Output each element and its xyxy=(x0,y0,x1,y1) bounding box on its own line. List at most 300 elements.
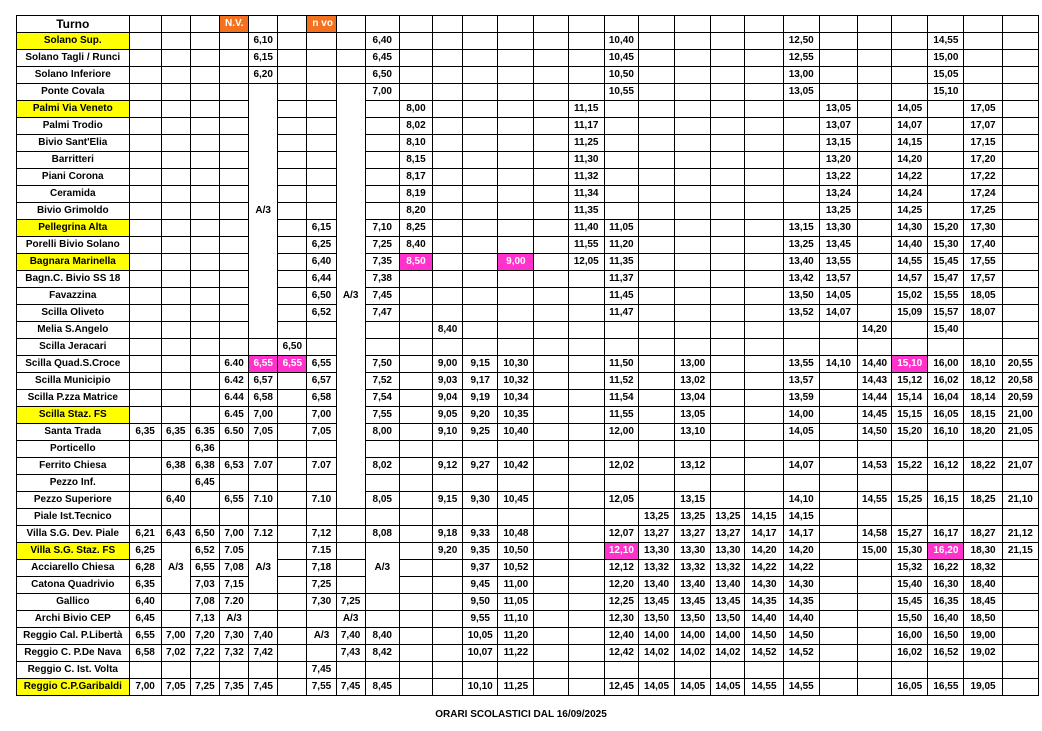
time-cell: 15,47 xyxy=(928,271,964,288)
time-cell: 14,35 xyxy=(783,594,819,611)
time-cell: 12,00 xyxy=(604,424,638,441)
time-cell: 7,00 xyxy=(219,526,248,543)
time-cell: 10,40 xyxy=(498,424,534,441)
time-cell: 9,10 xyxy=(433,424,463,441)
time-cell: 19,05 xyxy=(964,679,1002,696)
time-cell xyxy=(161,169,190,186)
time-cell xyxy=(161,186,190,203)
time-cell xyxy=(604,203,638,220)
time-cell: 16,20 xyxy=(928,543,964,560)
time-cell xyxy=(278,611,307,628)
time-cell xyxy=(278,322,307,339)
time-cell: 13,27 xyxy=(638,526,674,543)
time-cell xyxy=(219,322,248,339)
time-cell: 7,45 xyxy=(365,288,399,305)
time-cell xyxy=(638,424,674,441)
time-cell: 17,24 xyxy=(964,186,1002,203)
time-cell xyxy=(190,492,219,509)
time-cell xyxy=(534,390,568,407)
time-cell xyxy=(745,203,783,220)
time-cell xyxy=(638,373,674,390)
time-cell xyxy=(307,441,336,458)
time-cell xyxy=(399,373,432,390)
time-cell xyxy=(675,254,711,271)
time-cell xyxy=(638,220,674,237)
time-cell: 16,10 xyxy=(928,424,964,441)
time-cell: 9,25 xyxy=(463,424,498,441)
stop-name: Favazzina xyxy=(17,288,130,305)
time-cell: 10,50 xyxy=(604,67,638,84)
time-cell xyxy=(161,407,190,424)
time-cell: 12,10 xyxy=(604,543,638,560)
stop-name: Catona Quadrivio xyxy=(17,577,130,594)
time-cell xyxy=(161,237,190,254)
header-cell xyxy=(819,16,857,33)
time-cell xyxy=(219,203,248,220)
time-cell xyxy=(399,577,432,594)
time-cell: 13,57 xyxy=(819,271,857,288)
time-cell: 14,05 xyxy=(638,679,674,696)
time-cell: 6,55 xyxy=(219,492,248,509)
time-cell xyxy=(278,407,307,424)
header-cell xyxy=(161,16,190,33)
time-cell xyxy=(219,135,248,152)
time-cell xyxy=(129,186,161,203)
table-row xyxy=(17,526,1039,543)
time-cell xyxy=(745,33,783,50)
time-cell xyxy=(463,50,498,67)
time-cell xyxy=(463,441,498,458)
time-cell: 13,40 xyxy=(783,254,819,271)
time-cell: 16,55 xyxy=(928,679,964,696)
time-cell xyxy=(249,662,278,679)
time-cell xyxy=(675,322,711,339)
time-cell: 17,05 xyxy=(964,101,1002,118)
time-cell xyxy=(161,135,190,152)
time-cell xyxy=(604,339,638,356)
time-cell xyxy=(857,118,891,135)
time-cell: 14,20 xyxy=(892,152,928,169)
time-cell: 10,45 xyxy=(498,492,534,509)
time-cell xyxy=(1002,509,1038,526)
time-cell: 7,45 xyxy=(336,679,365,696)
time-cell: 13,55 xyxy=(783,356,819,373)
time-cell xyxy=(161,254,190,271)
time-cell xyxy=(928,662,964,679)
stop-name: Porelli Bivio Solano xyxy=(17,237,130,254)
route-note-cell: A/3 xyxy=(249,543,278,594)
time-cell: 16,00 xyxy=(928,356,964,373)
time-cell: 13,07 xyxy=(819,118,857,135)
time-cell: 6.40 xyxy=(219,356,248,373)
time-cell: 13,45 xyxy=(675,594,711,611)
time-cell xyxy=(783,203,819,220)
time-cell: 6,43 xyxy=(161,526,190,543)
time-cell xyxy=(1002,271,1038,288)
time-cell xyxy=(819,50,857,67)
time-cell xyxy=(857,560,891,577)
time-cell: 13,45 xyxy=(638,594,674,611)
time-cell xyxy=(711,135,745,152)
stop-name: Pezzo Inf. xyxy=(17,475,130,492)
time-cell xyxy=(857,152,891,169)
time-cell xyxy=(745,237,783,254)
time-cell xyxy=(638,356,674,373)
time-cell: 8,02 xyxy=(365,458,399,475)
time-cell: 7.20 xyxy=(219,594,248,611)
time-cell xyxy=(399,645,432,662)
time-cell: 6,53 xyxy=(219,458,248,475)
time-cell xyxy=(857,203,891,220)
time-cell xyxy=(675,186,711,203)
time-cell: 8,40 xyxy=(433,322,463,339)
time-cell xyxy=(928,118,964,135)
time-cell: 7,08 xyxy=(219,560,248,577)
time-cell xyxy=(278,254,307,271)
time-cell: 18,05 xyxy=(964,288,1002,305)
time-cell xyxy=(711,169,745,186)
time-cell: 7,45 xyxy=(307,662,336,679)
time-cell xyxy=(190,356,219,373)
time-cell xyxy=(433,560,463,577)
time-cell xyxy=(745,288,783,305)
time-cell: 18,45 xyxy=(964,594,1002,611)
time-cell: 13,00 xyxy=(675,356,711,373)
time-cell xyxy=(399,662,432,679)
time-cell: 17,57 xyxy=(964,271,1002,288)
time-cell xyxy=(928,135,964,152)
time-cell xyxy=(433,594,463,611)
time-cell xyxy=(307,101,336,118)
time-cell: 14,24 xyxy=(892,186,928,203)
time-cell: 14,50 xyxy=(745,628,783,645)
route-note-cell: A/3 xyxy=(249,84,278,339)
stop-name: Reggio C. P.De Nava xyxy=(17,645,130,662)
time-cell: 14,17 xyxy=(783,526,819,543)
time-cell xyxy=(534,305,568,322)
time-cell: 11,40 xyxy=(568,220,604,237)
time-cell: 18,30 xyxy=(964,543,1002,560)
time-cell xyxy=(129,33,161,50)
time-cell: 15,45 xyxy=(928,254,964,271)
time-cell xyxy=(278,203,307,220)
time-cell xyxy=(498,118,534,135)
time-cell xyxy=(129,203,161,220)
time-cell: 16,30 xyxy=(928,577,964,594)
time-cell xyxy=(892,33,928,50)
time-cell xyxy=(278,441,307,458)
time-cell xyxy=(928,339,964,356)
time-cell: 14,00 xyxy=(675,628,711,645)
time-cell xyxy=(399,339,432,356)
time-cell xyxy=(568,322,604,339)
time-cell xyxy=(161,390,190,407)
time-cell xyxy=(675,237,711,254)
time-cell: 10,48 xyxy=(498,526,534,543)
table-row xyxy=(17,390,1039,407)
time-cell: 8,50 xyxy=(399,254,432,271)
time-cell: 12,55 xyxy=(783,50,819,67)
time-cell xyxy=(711,67,745,84)
time-cell xyxy=(638,390,674,407)
time-cell xyxy=(568,356,604,373)
time-cell xyxy=(964,322,1002,339)
time-cell xyxy=(433,475,463,492)
time-cell: 6,57 xyxy=(249,373,278,390)
table-row xyxy=(17,509,1039,526)
time-cell: 13,32 xyxy=(711,560,745,577)
time-cell xyxy=(463,135,498,152)
time-cell xyxy=(190,237,219,254)
time-cell xyxy=(638,305,674,322)
time-cell: 17,25 xyxy=(964,203,1002,220)
time-cell xyxy=(534,662,568,679)
time-cell xyxy=(675,152,711,169)
time-cell xyxy=(783,152,819,169)
time-cell xyxy=(433,118,463,135)
time-cell xyxy=(857,50,891,67)
time-cell xyxy=(819,424,857,441)
time-cell xyxy=(783,135,819,152)
time-cell xyxy=(365,152,399,169)
time-cell xyxy=(1002,152,1038,169)
time-cell xyxy=(365,509,399,526)
time-cell xyxy=(161,118,190,135)
time-cell: 18,10 xyxy=(964,356,1002,373)
table-row xyxy=(17,475,1039,492)
time-cell: 10,50 xyxy=(498,543,534,560)
time-cell: 11,20 xyxy=(498,628,534,645)
time-cell: 11,05 xyxy=(604,220,638,237)
time-cell: 17,15 xyxy=(964,135,1002,152)
time-cell xyxy=(819,543,857,560)
time-cell xyxy=(534,526,568,543)
time-cell xyxy=(498,186,534,203)
time-cell xyxy=(534,594,568,611)
time-cell: 9,45 xyxy=(463,577,498,594)
time-cell: 6,50 xyxy=(190,526,219,543)
time-cell: 18,27 xyxy=(964,526,1002,543)
time-cell xyxy=(129,254,161,271)
time-cell: 7,13 xyxy=(190,611,219,628)
time-cell xyxy=(857,628,891,645)
time-cell xyxy=(1002,118,1038,135)
time-cell xyxy=(857,577,891,594)
time-cell xyxy=(219,254,248,271)
time-cell: 7,25 xyxy=(336,594,365,611)
time-cell: 6,55 xyxy=(278,356,307,373)
time-cell xyxy=(219,305,248,322)
time-cell xyxy=(278,118,307,135)
table-row xyxy=(17,339,1039,356)
time-cell xyxy=(819,458,857,475)
time-cell: 6,38 xyxy=(161,458,190,475)
time-cell: 6,28 xyxy=(129,560,161,577)
time-cell xyxy=(161,67,190,84)
table-row xyxy=(17,84,1039,101)
time-cell: 6,52 xyxy=(307,305,336,322)
time-cell: 15,15 xyxy=(892,407,928,424)
time-cell: 14,15 xyxy=(783,509,819,526)
time-cell xyxy=(819,492,857,509)
time-cell: 15,20 xyxy=(928,220,964,237)
time-cell xyxy=(1002,237,1038,254)
time-cell: 6,21 xyxy=(129,526,161,543)
time-cell xyxy=(892,662,928,679)
table-row xyxy=(17,152,1039,169)
time-cell: 14,17 xyxy=(745,526,783,543)
time-cell xyxy=(534,237,568,254)
time-cell: 12,45 xyxy=(604,679,638,696)
time-cell xyxy=(498,169,534,186)
time-cell xyxy=(219,33,248,50)
time-cell xyxy=(498,67,534,84)
time-cell: 7,30 xyxy=(307,594,336,611)
time-cell xyxy=(638,458,674,475)
time-cell xyxy=(819,475,857,492)
time-cell: 9,30 xyxy=(463,492,498,509)
time-cell: 13,00 xyxy=(783,67,819,84)
time-cell: 9,19 xyxy=(463,390,498,407)
time-cell xyxy=(892,475,928,492)
time-cell: 7,35 xyxy=(219,679,248,696)
time-cell xyxy=(534,492,568,509)
time-cell xyxy=(857,135,891,152)
time-cell: 7,42 xyxy=(249,645,278,662)
time-cell: 19,02 xyxy=(964,645,1002,662)
time-cell xyxy=(964,339,1002,356)
time-cell xyxy=(190,305,219,322)
time-cell xyxy=(857,662,891,679)
time-cell: 13,45 xyxy=(819,237,857,254)
time-cell: 7,00 xyxy=(365,84,399,101)
time-cell: 16,35 xyxy=(928,594,964,611)
time-cell xyxy=(365,662,399,679)
time-cell xyxy=(433,679,463,696)
time-cell xyxy=(675,67,711,84)
time-cell: 13,50 xyxy=(783,288,819,305)
time-cell: 6,52 xyxy=(190,543,219,560)
time-cell xyxy=(711,33,745,50)
time-cell xyxy=(463,271,498,288)
table-row xyxy=(17,220,1039,237)
time-cell xyxy=(278,458,307,475)
time-cell xyxy=(964,84,1002,101)
time-cell xyxy=(534,356,568,373)
time-cell xyxy=(819,611,857,628)
time-cell: 12,12 xyxy=(604,560,638,577)
time-cell xyxy=(307,67,336,84)
time-cell xyxy=(129,288,161,305)
time-cell: 8,19 xyxy=(399,186,432,203)
time-cell: 6,25 xyxy=(307,237,336,254)
time-cell xyxy=(219,288,248,305)
time-cell xyxy=(675,475,711,492)
time-cell xyxy=(498,441,534,458)
time-cell xyxy=(278,288,307,305)
time-cell xyxy=(857,84,891,101)
time-cell xyxy=(190,169,219,186)
time-cell xyxy=(711,475,745,492)
time-cell: 10,52 xyxy=(498,560,534,577)
time-cell xyxy=(928,169,964,186)
time-cell xyxy=(745,441,783,458)
time-cell xyxy=(161,611,190,628)
time-cell: 13,10 xyxy=(675,424,711,441)
time-cell xyxy=(534,118,568,135)
route-note-cell: A/3 xyxy=(161,543,190,594)
time-cell xyxy=(819,645,857,662)
time-cell: 6,40 xyxy=(129,594,161,611)
header-flag: N.V. xyxy=(219,16,248,33)
time-cell: 10,07 xyxy=(463,645,498,662)
time-cell xyxy=(190,203,219,220)
time-cell xyxy=(399,390,432,407)
time-cell xyxy=(433,441,463,458)
header-cell xyxy=(365,16,399,33)
time-cell xyxy=(307,118,336,135)
time-cell: 14,15 xyxy=(745,509,783,526)
time-cell xyxy=(534,679,568,696)
time-cell xyxy=(568,577,604,594)
stop-name: Scilla Jeracari xyxy=(17,339,130,356)
time-cell xyxy=(745,424,783,441)
time-cell xyxy=(819,441,857,458)
time-cell: 6,45 xyxy=(129,611,161,628)
time-cell xyxy=(783,101,819,118)
time-cell xyxy=(365,611,399,628)
time-cell: 9,35 xyxy=(463,543,498,560)
time-cell xyxy=(1002,322,1038,339)
time-cell: 18,15 xyxy=(964,407,1002,424)
time-cell: 14,55 xyxy=(857,492,891,509)
time-cell xyxy=(534,271,568,288)
time-cell: 15,40 xyxy=(928,322,964,339)
time-cell xyxy=(857,611,891,628)
time-cell xyxy=(463,101,498,118)
time-cell xyxy=(534,322,568,339)
stop-name: Bivio Grimoldo xyxy=(17,203,130,220)
time-cell xyxy=(433,169,463,186)
time-cell xyxy=(857,475,891,492)
time-cell xyxy=(1002,84,1038,101)
header-cell xyxy=(783,16,819,33)
time-cell xyxy=(568,611,604,628)
time-cell: 11,54 xyxy=(604,390,638,407)
time-cell: 6,55 xyxy=(249,356,278,373)
time-cell xyxy=(307,84,336,101)
time-cell xyxy=(892,339,928,356)
time-cell xyxy=(161,101,190,118)
time-cell xyxy=(638,84,674,101)
time-cell: 6.50 xyxy=(219,424,248,441)
time-cell: 16,52 xyxy=(928,645,964,662)
time-cell xyxy=(278,67,307,84)
time-cell: 14,52 xyxy=(783,645,819,662)
time-cell: 16,05 xyxy=(928,407,964,424)
time-cell xyxy=(568,33,604,50)
time-cell: 9,50 xyxy=(463,594,498,611)
time-cell xyxy=(964,475,1002,492)
time-cell: 7,47 xyxy=(365,305,399,322)
time-cell xyxy=(399,288,432,305)
time-cell xyxy=(568,509,604,526)
time-cell xyxy=(568,84,604,101)
time-cell xyxy=(498,33,534,50)
time-cell xyxy=(190,84,219,101)
time-cell xyxy=(819,594,857,611)
time-cell: 21,15 xyxy=(1002,543,1038,560)
